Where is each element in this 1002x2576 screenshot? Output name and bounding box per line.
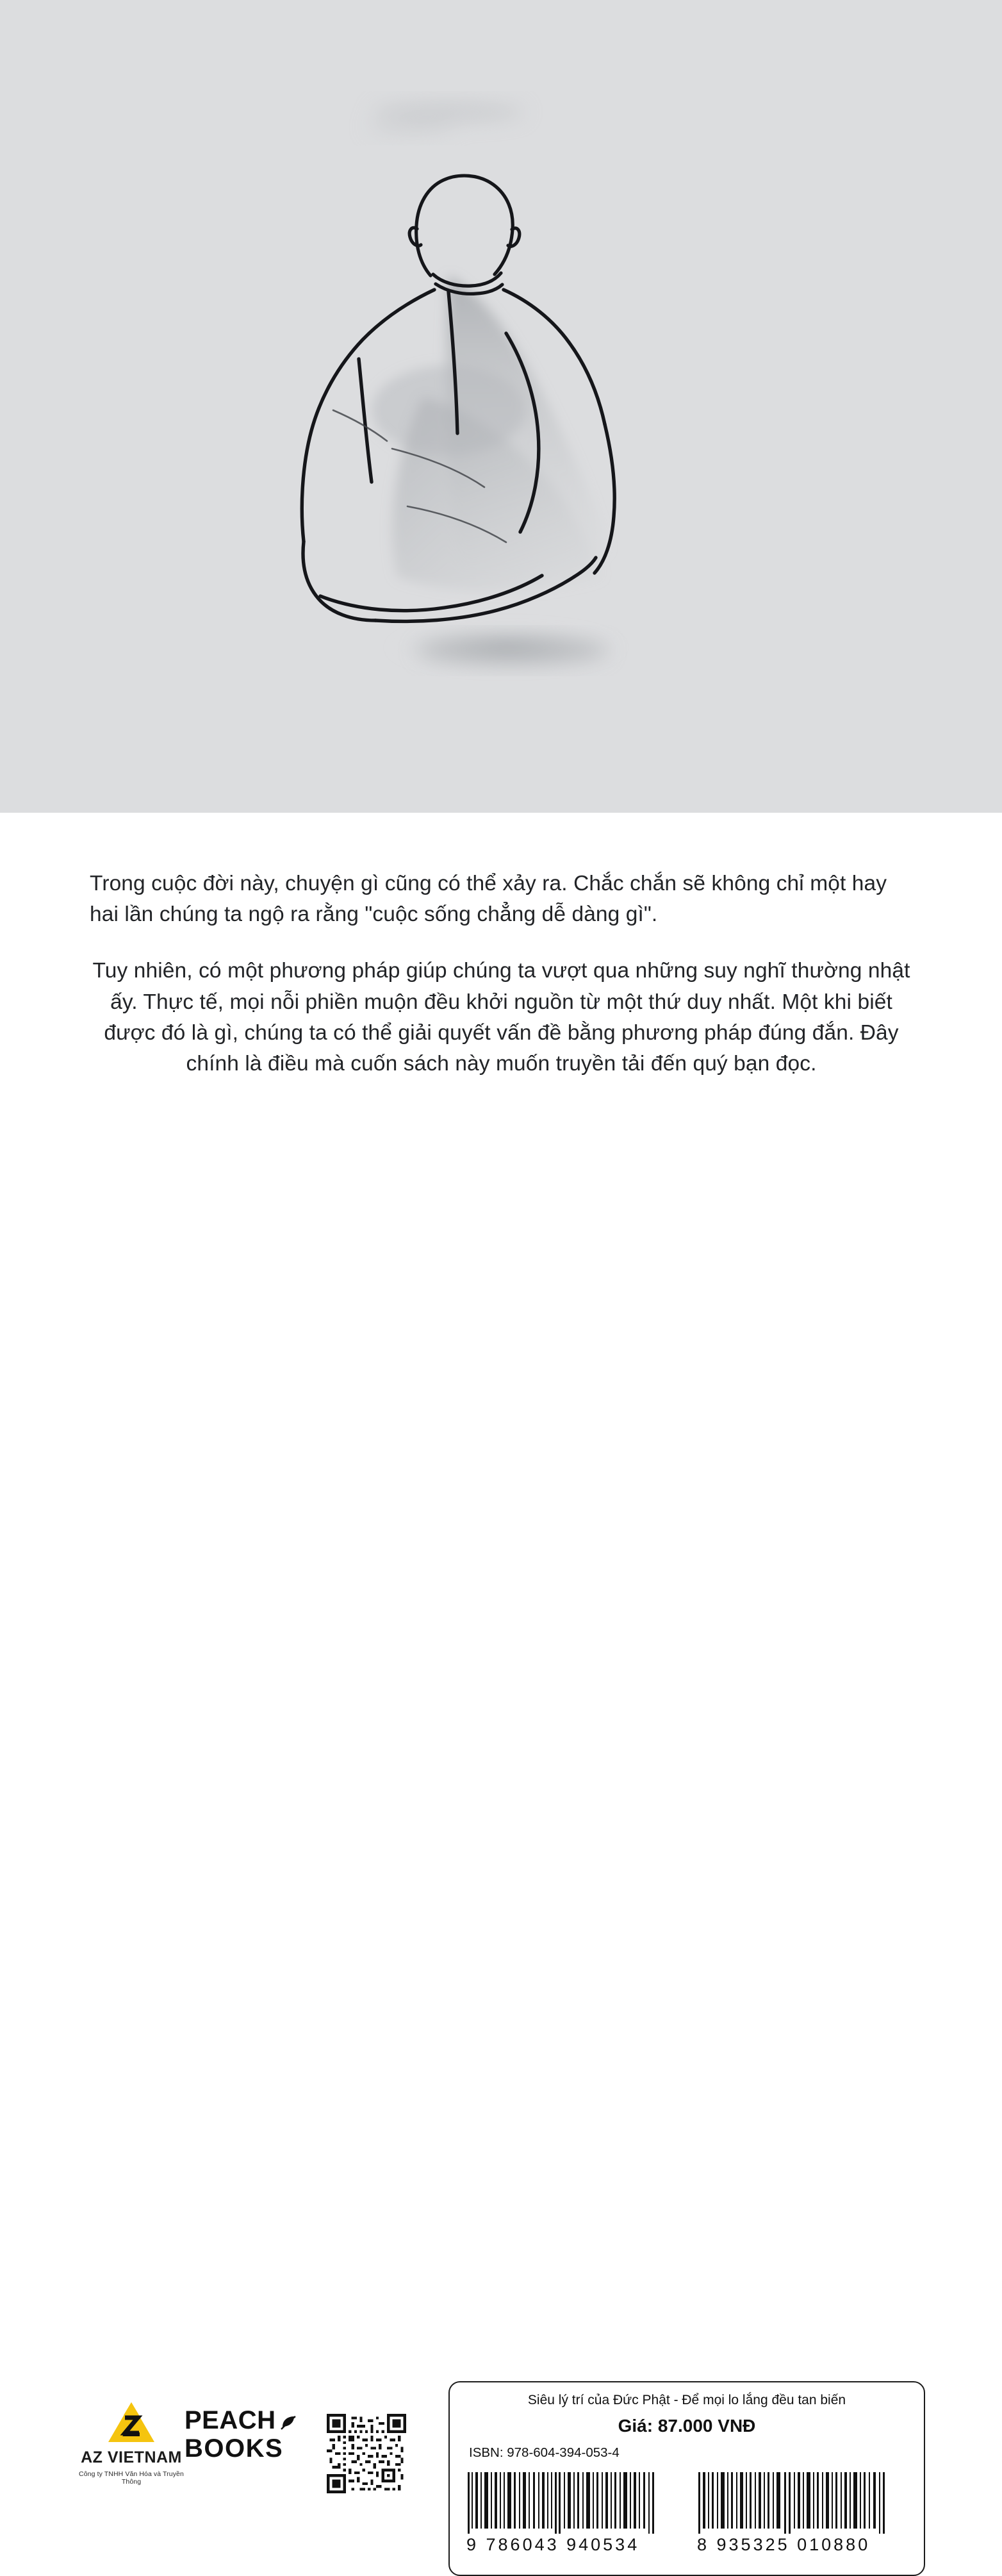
peach-books-line2: BOOKS: [185, 2434, 284, 2463]
footer: [0, 1174, 1002, 2554]
seated-monk-ink-drawing: [0, 0, 1002, 813]
peach-books-line1: PEACH: [185, 2406, 276, 2434]
book-title-line: Siêu lý trí của Đức Phật - Để mọi lo lắng đều tan biến: [527, 2393, 846, 2407]
price-label: Giá: 87.000 VNĐ: [618, 2416, 756, 2436]
barcode-right-digits: 8 935325 010880: [697, 2535, 871, 2554]
az-vietnam-logo: [70, 2401, 192, 2486]
barcode-right: [697, 2472, 889, 2555]
illustration-panel: [0, 0, 1002, 813]
blurb-paragraph-1: Trong cuộc đời này, chuyện gì cũng có thể xảy ra. Chắc chắn sẽ không chỉ một hay hai lần chúng ta ngộ ra rằng "cuộc sống chẳng dễ dàng gì".: [90, 872, 887, 927]
barcode-left-digits: 9 786043 940534: [466, 2535, 640, 2554]
qr-code[interactable]: [327, 2414, 406, 2493]
barcode-price-card: [448, 2381, 925, 2576]
peach-books-logo: [185, 2407, 306, 2461]
peach-leaf-icon: [280, 2414, 297, 2431]
barcodes: [466, 2472, 889, 2555]
back-cover-blurb: [90, 868, 913, 1079]
az-triangle-icon: [107, 2401, 156, 2443]
az-vietnam-subtitle: Công ty TNHH Văn Hóa và Truyền Thông: [79, 2470, 184, 2486]
isbn-label: ISBN: 978-604-394-053-4: [469, 2445, 620, 2460]
az-vietnam-name: AZ VIETNAM: [81, 2448, 182, 2466]
barcode-left: [466, 2472, 659, 2555]
blurb-paragraph-2: Tuy nhiên, có một phương pháp giúp chúng ta vượt qua những suy nghĩ thường nhật ấy. Thực tế, mọi nỗi phiền muộn đều khởi nguồn từ một thứ duy nhất. Một khi biết được đó là gì, chúng ta có thể giải quyết vấn đề bằng phương pháp đúng đắn. Đây chính là điều mà cuốn sách này muốn truyền tải đến quý bạn đọc.: [92, 959, 910, 1076]
